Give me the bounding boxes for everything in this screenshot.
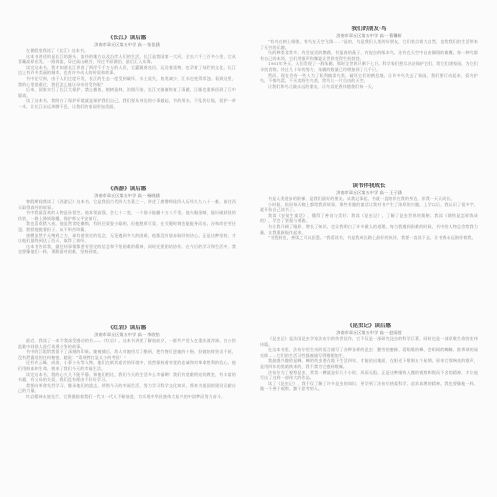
essay-title: 《长江》读后感 [107, 35, 147, 41]
essay-4 [18, 325, 236, 477]
essay-paragraph: 最近，我读了一本令我深受感动的书——《红岩》。这本书讲述了解放前夕，一群共产党人在重庆渣滓洞、白公馆监狱中同敌人进行英勇斗争的故事。 [18, 338, 236, 349]
essay-paragraph: 小时候，妈妈每天晚上都给我讲故事，那些有趣的童话让我对书产生了浓厚的兴趣。上学以后，我认识了很多字，就开始自己读书了。 [260, 201, 478, 213]
essay-paragraph: 后来，国家实行了长江大保护，禁止捕鱼，植树造林，治理污染，长江又渐渐恢复了清澈，江豚也重新回到了江中嬉戏。 [18, 87, 236, 98]
essay-title: 我们的朋友·鸟 [351, 26, 387, 32]
essay-1 [260, 26, 478, 174]
essay-title: 《西游》读后感 [107, 186, 147, 192]
essay-paragraph: 唐僧虽然手无缚鸡之力，却有着坚定的信念，无论遇到多大的困难，他都没有放弃取经的决心。正是这种坚持，才让他们最终到达了西天，取得了真经。 [18, 232, 236, 244]
essay-paragraph: 我也喜欢猪八戒，他虽然贪吃懒惰，有时还爱耍小聪明，但他憨厚可爱，在关键时刻也能挺身而出。沙和尚任劳任怨，默默地挑着担子，从不叫苦叫累。 [18, 221, 236, 232]
essay-paragraph: 读完这本书，我才知道长江养育了两岸千千万万的人民，它灌溉着良田，运送着货物，也孕育了灿烂的文化。长江边上有许多美丽的城市，也有许多动人的传说和故事。 [18, 64, 236, 76]
essay-title: 《红岩》读后感 [107, 325, 147, 331]
essay-paragraph: 读了这本书，我明白了保护环境就是保护我们自己。我们要从身边的小事做起，节约用水，不乱扔垃圾，爱护一草一木，让长江永远奔腾不息，让我们的家园更加美丽。 [18, 98, 236, 109]
essay-paragraph: 让我们和鸟儿做永远的朋友，让鸟语花香伴随我们每一天。 [268, 83, 376, 89]
essay-title: 《昆虫记》读后感 [346, 323, 391, 329]
essay-paragraph: 寒假期间我读了《西游记》这本书，它是我国古代四大名著之一，讲述了唐僧师徒四人历经九九八十一难，前往西天取得真经的故事。 [18, 199, 236, 210]
essay-paragraph: 还有许云峰、成岗、小萝卜头等人物，他们在极其艰苦的环境中，依然保持着对党的忠诚和对革命胜利的信心。他们用鲜血和生命，换来了我们今天的幸福生活。 [18, 360, 236, 371]
essay-title: 读书伴我成长 [352, 183, 386, 189]
essay-paragraph: 读完这本书，我的心久久不能平静。和他们相比，我们今天的生活多么幸福啊！我们有宽敞明亮的教室，有丰富的书籍，有父母的关爱。我们没有理由不好好学习。 [18, 371, 236, 383]
essay-paragraph: 1981年冬天，人们发现了一群朱鹮，那时全世界只剩下七只。科学家们想尽办法保护它们，给它们建家园，为它们寻找食物。经过几十年的努力，朱鹮的数量已经增加到了几千只。 [260, 61, 478, 72]
essay-body [260, 39, 478, 89]
essay-byline: 济南市章丘区第五中学 高一 张佳涵 [94, 42, 160, 47]
essay-byline: 济南市章丘区第五中学 高一 杨晓涵 [94, 193, 160, 198]
essay-paragraph: 书让我开阔了眼界，增长了知识，也让我明白了许多做人的道理。每当我遇到困难的时候，书中的人物总会给我力量，让我重新振作起来。 [260, 223, 478, 235]
essay-paragraph: 法布尔为了观察昆虫，常常一蹲就是好几个小时，风雨无阻。正是这种细致入微的观察和锲而不舍的精神，才让他写出了这样一部伟大的作品。 [260, 369, 478, 381]
essay-byline: 济南市章丘区第五中学 高一 曹馨妍 [336, 33, 402, 38]
essay-byline: 济南市章丘区第五中学 高一 李欣怡 [94, 332, 160, 337]
essay-paragraph: 书是人类进步的阶梯，是我们最好的朋友。从我记事起，书就一直陪伴在我的身边，伴我一天天成长。 [268, 196, 455, 201]
essay-paragraph: “有鸟在树上唱歌，有鸟在天空飞翔……”是的，鸟是我们人类的好朋友，它们装点着大自然，也给我们的生活带来了无穷的乐趣。 [260, 39, 478, 50]
essay-paragraph: 在这本书里，法布尔用生动的语言描写了各种各样的昆虫：勤劳的蜜蜂、爱唱歌的蝉、会织网的蜘蛛、推粪球的屎壳郎……它们的生活习性都被描写得栩栩如生。 [260, 347, 478, 358]
essay-5 [260, 323, 478, 478]
essay-paragraph: 鸟的种类非常多，有会说话的鹦鹉，有报春的燕子，有捉虫的啄木鸟，还有在天空中自由翱翔的雄鹰。每一种鸟都有自己的本领，它们用歌声和舞姿让世界变得生机勃勃。 [260, 50, 478, 61]
essay-paragraph: 这本书告诉我，做任何事情都要有坚定的信念和不怕困难的精神，同时还要团结协作。在今后的学习和生活中，我也要像他们一样，勇敢面对困难，坚持到底。 [18, 243, 236, 255]
essay-paragraph: 读了《昆虫记》，我不仅了解了许多昆虫的知识，更学到了法布尔热爱科学、追求真理的精神。我也要像他一样，做一个善于观察、勤于思考的人。 [260, 380, 478, 392]
essay-body [260, 336, 478, 392]
essay-paragraph: 我最感兴趣的是蝉。蝉的幼虫要在地下生活四年，才能钻出地面，在阳光下歌唱五个星期。原来它那响亮的歌声，是用四年的黑暗换来的，我不禁为它感到敬佩。 [260, 358, 478, 369]
essay-3 [260, 183, 478, 318]
essay-paragraph: 书中的江姐给我留下了深刻的印象。她被捕后，敌人对她用尽了酷刑，把竹签钉进她的十指，但她始终坚贞不屈，没有泄露党的任何秘密。她说：“毒刑拷打是太小的考验！” [18, 349, 236, 360]
essay-paragraph: 红岩精神永放光芒，它将激励着我们一代又一代人不断前进，为实现中华民族伟大复兴的中国梦而努力奋斗。 [26, 393, 226, 399]
essay-paragraph: 书中还写到，由于人们过度开发，长江的生态一度受到破坏，水土流失，鱼类减少，江水也变得浑浊。看到这里，我的心里很难过，我们怎么能让母亲河受伤呢？ [18, 75, 236, 87]
essay-paragraph: 然而，现在仍有一些人为了私利捕杀鸟类，破坏它们的栖息地，让许多鸟失去了家园。我们要行动起来，爱鸟护鸟，不掏鸟窝，不买卖野生鸟类，给鸟儿一片自由的天空。 [260, 72, 478, 84]
essay-body [18, 338, 236, 400]
essay-byline: 济南市章丘区第五中学 高一 王子涵 [336, 190, 402, 195]
essay-paragraph: 我要向革命先烈学习，继承他们的遗志，珍惜今天的幸福生活，努力学习科学文化知识，将来为祖国的建设贡献自己的力量。 [18, 382, 236, 394]
essay-body [18, 48, 236, 110]
essay-body [18, 199, 236, 255]
essay-paragraph: 这本书讲述的是长江的源头、流经的地方以及沿岸人们的生活。长江是我国第一大河，全长六千三百多公里，它从青藏高原出发，一路奔流，穿过高山峡谷，经过平原湖泊，最后汇入东海。 [18, 53, 236, 65]
essay-paragraph: 我读《安徒生童话》，懂得了善良与美好；我读《昆虫记》，了解了昆虫世界的奥秘；我读《钢铁是怎样炼成的》，学会了坚强与勇敢。 [260, 212, 478, 224]
essay-0 [18, 35, 236, 170]
essay-2 [18, 186, 236, 316]
essay-paragraph: 在暑假里我读了《长江》这本书。 [26, 48, 89, 53]
essay-paragraph: “书犹药也，善读之可以医愚。”我爱读书，书是我成长路上最好的伙伴，我要一直读下去，让书香永远陪伴着我。 [268, 235, 476, 241]
essay-body [260, 196, 478, 241]
essay-byline: 济南市章丘区第五中学 高一 赵雨萱 [336, 330, 402, 335]
essay-paragraph: 书中我最喜欢的人物是孙悟空。他本领高强，会七十二变，一个筋斗能翻十万八千里。他火眼金睛，能识破妖怪的伪装，一路上降妖除魔，保护师父平安前行。 [18, 210, 236, 221]
essay-paragraph: 《昆虫记》是法国昆虫学家法布尔的传世佳作，它不仅是一部研究昆虫的科学巨著，同时也是一部讴歌生命的宏伟诗篇。 [260, 336, 478, 347]
